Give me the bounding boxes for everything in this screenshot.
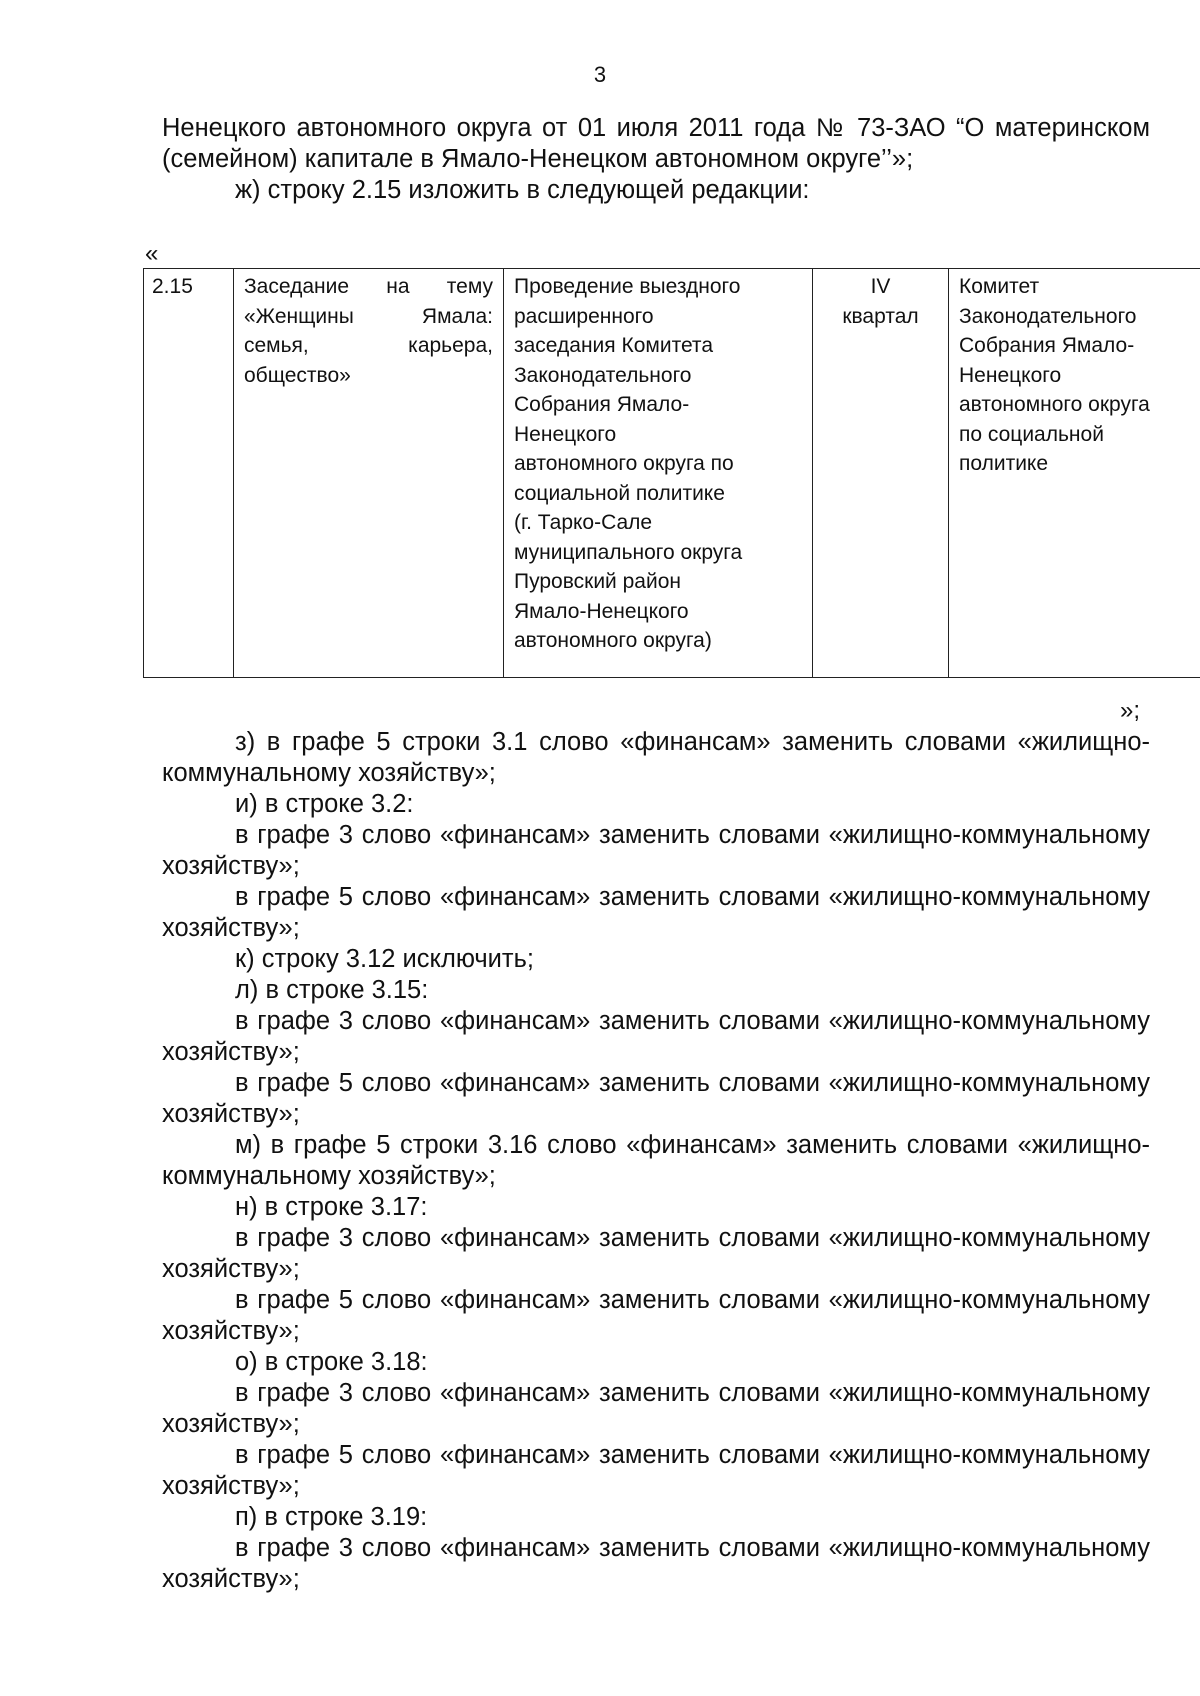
description-line: расширенного	[514, 304, 654, 328]
paragraph-zh: ж) строку 2.15 изложить в следующей редакции:	[235, 176, 810, 204]
responsible-line: Собрания Ямало-	[959, 334, 1135, 357]
cell-event-name: Заседание на тему «Женщины Ямала: семья, карьера, общество»	[234, 269, 504, 678]
description-line: (г. Тарко-Сале	[514, 511, 653, 534]
paragraph-o-column5: в графе 5 слово «финансам» заменить словами «жилищно-коммунальному хозяйству»;	[162, 1441, 1150, 1500]
amendment-table	[143, 268, 1200, 678]
paragraph-k: к) строку 3.12 исключить;	[235, 945, 534, 973]
paragraph-i-column3: в графе 3 слово «финансам» заменить словами «жилищно-коммунальному хозяйству»;	[162, 821, 1150, 880]
responsible-line: Ненецкого	[959, 363, 1062, 387]
paragraph-z: з) в графе 5 строки 3.1 слово «финансам» заменить словами «жилищно-коммунальному хозяйству»;	[162, 728, 1150, 787]
period-line: IV	[870, 275, 891, 298]
paragraph-l: л) в строке 3.15:	[235, 976, 429, 1004]
paragraph-n-column3: в графе 3 слово «финансам» заменить словами «жилищно-коммунальному хозяйству»;	[162, 1224, 1150, 1283]
description-line: Пуровский район	[514, 570, 681, 593]
description-line: Ямало-Ненецкого	[514, 599, 689, 623]
paragraph-i: и) в строке 3.2:	[235, 790, 414, 818]
paragraph-p-column3: в графе 3 слово «финансам» заменить словами «жилищно-коммунальному хозяйству»;	[162, 1534, 1150, 1593]
responsible-line: Комитет	[959, 275, 1040, 298]
paragraph-o-column3: в графе 3 слово «финансам» заменить словами «жилищно-коммунальному хозяйству»;	[162, 1379, 1150, 1438]
responsible-line: автономного округа	[959, 393, 1150, 416]
description-line: Собрания Ямало-	[514, 393, 690, 416]
description-line: социальной политике	[514, 481, 725, 505]
period-line: квартал	[842, 304, 919, 328]
description-line: муниципального округа	[514, 540, 743, 564]
intro-text	[162, 113, 1150, 206]
paragraph-n: н) в строке 3.17:	[235, 1193, 428, 1221]
table-close-quote: »;	[1120, 697, 1141, 724]
paragraph-m: м) в графе 5 строки 3.16 слово «финансам» заменить словами «жилищно-коммунальному хозяйству»;	[162, 1131, 1150, 1190]
paragraph-l-column5: в графе 5 слово «финансам» заменить словами «жилищно-коммунальному хозяйству»;	[162, 1069, 1150, 1128]
amendments-list	[162, 727, 1150, 1595]
paragraph-o: о) в строке 3.18:	[235, 1348, 428, 1376]
cell-period	[813, 269, 949, 678]
description-line: автономного округа по	[514, 452, 734, 475]
description-line: Ненецкого	[514, 422, 617, 446]
cell-description	[504, 269, 813, 678]
responsible-line: политике	[959, 452, 1049, 475]
paragraph-p: п) в строке 3.19:	[235, 1503, 428, 1531]
description-line: Проведение выездного	[514, 275, 741, 298]
description-line: заседания Комитета	[514, 334, 713, 357]
description-line: Законодательного	[514, 363, 692, 387]
cell-responsible	[949, 269, 1200, 678]
table-row	[144, 269, 1200, 678]
responsible-line: Законодательного	[959, 304, 1137, 328]
paragraph-i-column5: в графе 5 слово «финансам» заменить словами «жилищно-коммунальному хозяйству»;	[162, 883, 1150, 942]
page-number: 3	[593, 62, 607, 87]
table-open-quote: «	[145, 240, 159, 267]
paragraph-n-column5: в графе 5 слово «финансам» заменить словами «жилищно-коммунальному хозяйству»;	[162, 1286, 1150, 1345]
cell-row-number: 2.15	[144, 269, 234, 678]
responsible-line: по социальной	[959, 422, 1104, 446]
paragraph-law-reference: Ненецкого автономного округа от 01 июля 2011 года № 73-ЗАО “О материнском (семейном) капитале в Ямало-Ненецком автономном округе’’»;	[162, 114, 1150, 173]
description-line: автономного округа)	[514, 629, 712, 652]
paragraph-l-column3: в графе 3 слово «финансам» заменить словами «жилищно-коммунальному хозяйству»;	[162, 1007, 1150, 1066]
